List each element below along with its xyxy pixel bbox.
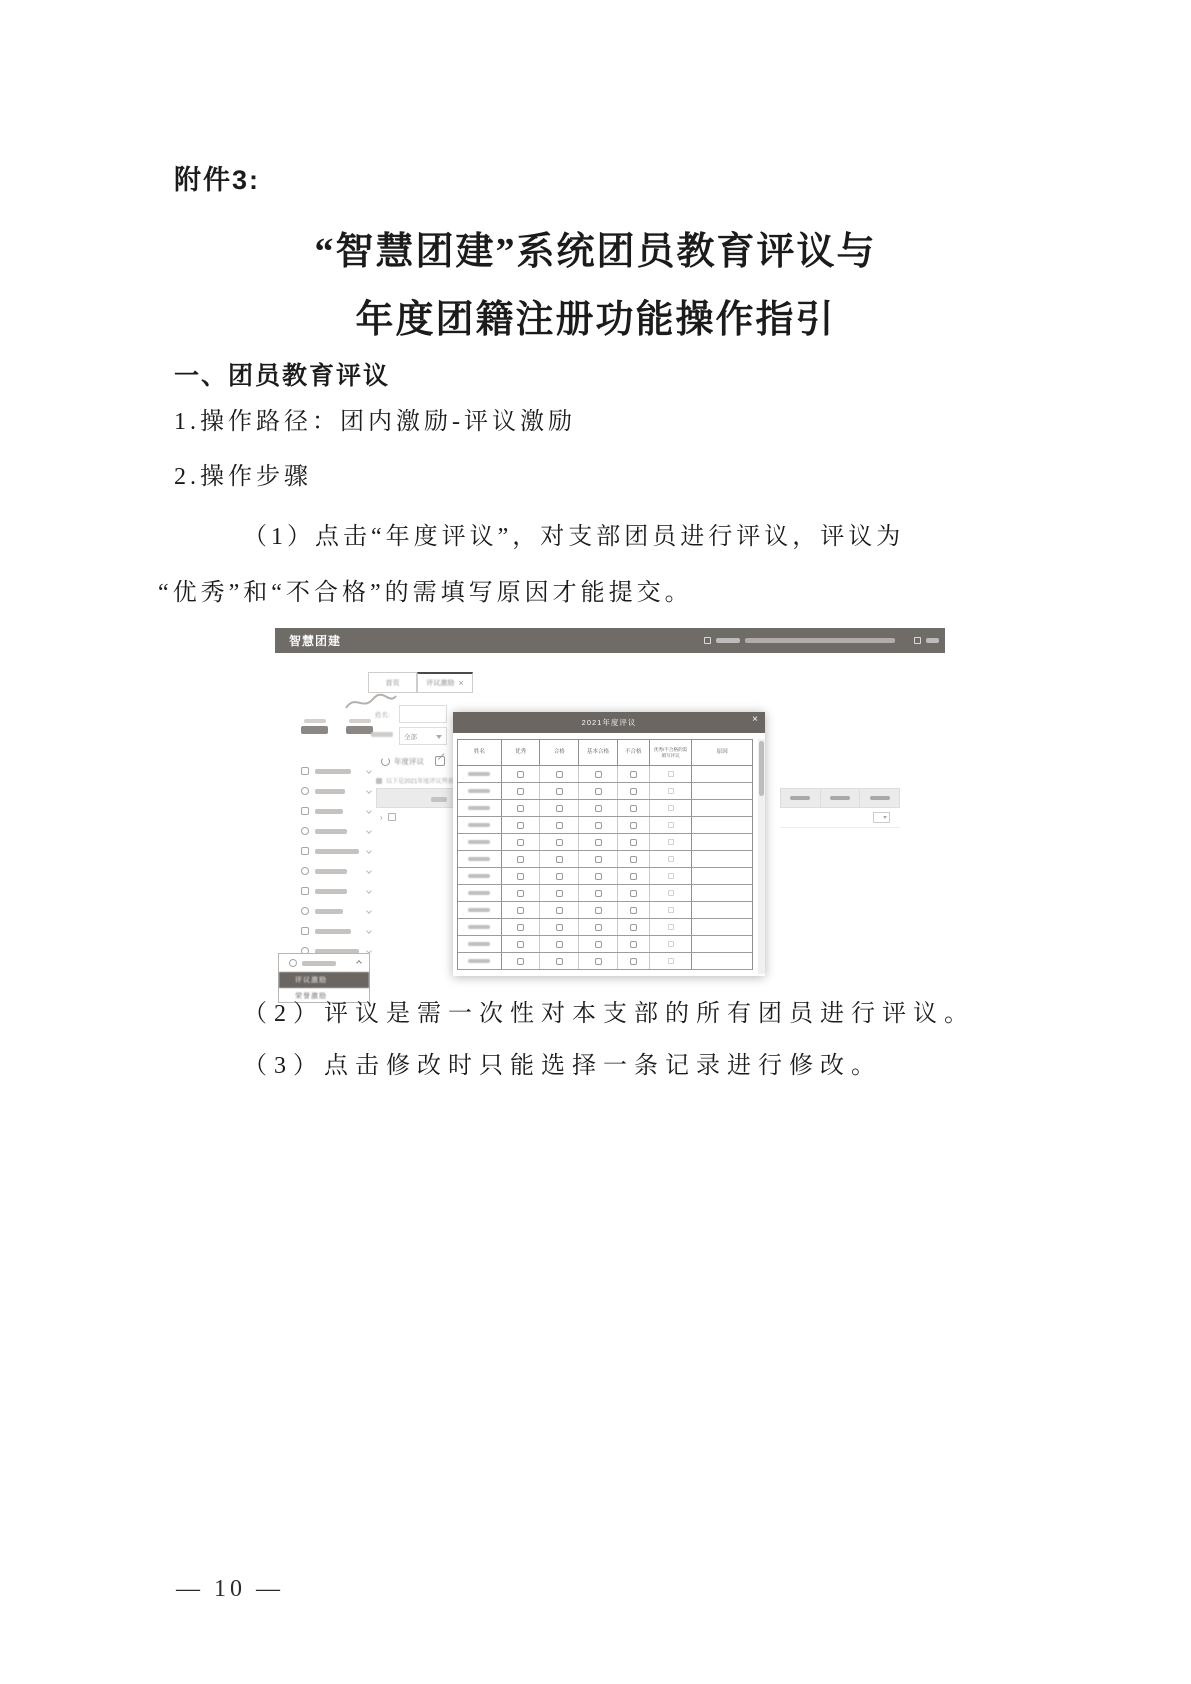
row-checkbox[interactable] (388, 813, 396, 821)
menu-item-icon (301, 827, 309, 835)
expand-arrow-icon[interactable]: › (380, 812, 383, 822)
menu-item-icon (301, 767, 309, 775)
stat-label-redacted (349, 719, 371, 723)
org-path-redacted (745, 638, 895, 643)
chevron-up-icon (356, 960, 362, 966)
stat-label-redacted (304, 719, 326, 723)
rating-radio[interactable] (556, 771, 563, 778)
review-table-header (458, 740, 752, 766)
modal-table-cell (618, 902, 650, 918)
paragraph-operation-steps: 2.操作步骤 (174, 464, 312, 490)
sidebar-stats (301, 719, 373, 734)
modal-table-cell (618, 851, 650, 867)
modal-close-icon[interactable]: × (752, 714, 759, 725)
app-topbar (275, 628, 945, 653)
chevron-down-icon (366, 868, 372, 874)
paragraph-step2: （2）评议是需一次性对本支部的所有团员进行评议。 (243, 1001, 975, 1027)
rating-radio[interactable] (595, 856, 602, 863)
modal-table-row (458, 834, 752, 851)
rating-radio[interactable] (630, 924, 637, 931)
modal-table-row (458, 902, 752, 919)
reason-checkbox (668, 805, 674, 811)
modal-table-cell (650, 936, 693, 952)
column-header-cell (781, 789, 821, 807)
paragraph-step3: （3）点击修改时只能选择一条记录进行修改。 (243, 1053, 882, 1079)
menu-item-label-redacted (315, 869, 347, 874)
rating-radio[interactable] (556, 856, 563, 863)
modal-table-cell (458, 953, 502, 969)
modal-table-cell (502, 953, 541, 969)
rating-radio[interactable] (556, 822, 563, 829)
menu-item-icon (301, 927, 309, 935)
rating-radio[interactable] (630, 805, 637, 812)
rating-radio[interactable] (556, 873, 563, 880)
tab-home[interactable] (368, 672, 417, 693)
modal-table-cell (618, 783, 650, 799)
list-hint (376, 776, 453, 785)
menu-item-icon (301, 887, 309, 895)
modal-table-cell (458, 766, 502, 782)
rating-radio[interactable] (630, 788, 637, 795)
paragraph-step1-line1: （1）点击“年度评议”，对支部团员进行评议，评议为 (243, 524, 905, 550)
rating-radio[interactable] (630, 958, 637, 965)
sidebar-menu-item[interactable] (301, 841, 375, 861)
name-filter-label: 姓名: (375, 712, 390, 719)
menu-item-label-redacted (315, 829, 347, 834)
name-filter-input[interactable] (399, 705, 447, 723)
chevron-down-icon (366, 808, 372, 814)
list-table-row-right (780, 808, 900, 828)
member-name-redacted (468, 857, 490, 861)
menu-item-label-redacted (315, 849, 359, 854)
modal-table-cell (618, 817, 650, 833)
annual-review-button[interactable] (381, 756, 424, 767)
modal-table-cell (692, 953, 752, 969)
chevron-down-icon (366, 928, 372, 934)
modal-table-cell (579, 766, 618, 782)
member-name-redacted (468, 823, 490, 827)
rating-radio[interactable] (630, 771, 637, 778)
list-table-header-left (376, 788, 456, 808)
modal-table-cell (502, 851, 541, 867)
modal-table-cell (540, 800, 579, 816)
page-number: — 10 — (176, 1576, 284, 1602)
chevron-down-icon (366, 888, 372, 894)
menu-item-icon (301, 807, 309, 815)
modal-table-cell (692, 834, 752, 850)
status-filter-label-redacted (371, 732, 393, 737)
member-name-redacted (468, 942, 490, 946)
modal-table-cell (692, 868, 752, 884)
menu-item-icon (301, 907, 309, 915)
column-label-redacted (431, 797, 447, 802)
rating-radio[interactable] (630, 890, 637, 897)
rating-radio[interactable] (517, 941, 524, 948)
modal-table-cell (502, 868, 541, 884)
menu-item-icon (301, 847, 309, 855)
rating-radio[interactable] (517, 839, 524, 846)
modal-table-cell (579, 868, 618, 884)
modal-table-cell (618, 800, 650, 816)
modal-table-cell (458, 885, 502, 901)
modal-table-cell (502, 766, 541, 782)
reason-checkbox (668, 907, 674, 913)
rating-radio[interactable] (517, 771, 524, 778)
modal-table-row (458, 953, 752, 970)
modal-table-cell (650, 953, 693, 969)
rating-radio[interactable] (556, 839, 563, 846)
annual-review-modal (453, 712, 765, 976)
menu-item-label-redacted (315, 769, 351, 774)
modal-table-cell (579, 919, 618, 935)
member-name-redacted (468, 925, 490, 929)
rating-radio[interactable] (556, 941, 563, 948)
modal-table-cell (650, 783, 693, 799)
rating-radio[interactable] (517, 907, 524, 914)
sidebar-menu (301, 761, 375, 961)
caret-down-icon (436, 735, 442, 739)
modal-table-cell (502, 936, 541, 952)
member-name-redacted (468, 806, 490, 810)
rating-radio[interactable] (595, 941, 602, 948)
modal-table-cell (502, 885, 541, 901)
paragraph-operation-path: 1.操作路径：团内激励-评议激励 (174, 409, 576, 435)
modal-table-cell (579, 783, 618, 799)
modal-table-row (458, 919, 752, 936)
modal-table-cell (692, 851, 752, 867)
menu-item-icon (301, 867, 309, 875)
modal-table-cell (692, 919, 752, 935)
list-icon (376, 778, 382, 784)
modal-table-row (458, 885, 752, 902)
reason-checkbox (668, 890, 674, 896)
member-name-redacted (468, 772, 490, 776)
sidebar-item-tuannei-jili[interactable] (279, 954, 369, 972)
modal-table-cell (650, 834, 693, 850)
modal-table-cell (540, 868, 579, 884)
modal-table-cell (650, 919, 693, 935)
chevron-down-icon (366, 828, 372, 834)
menu-item-label-redacted (302, 961, 336, 966)
rating-radio[interactable] (595, 890, 602, 897)
member-name-redacted (468, 874, 490, 878)
reason-checkbox (668, 771, 674, 777)
modal-table-cell (540, 902, 579, 918)
modal-table-cell (540, 851, 579, 867)
modal-table-cell (692, 936, 752, 952)
rating-radio[interactable] (595, 907, 602, 914)
rating-radio[interactable] (630, 873, 637, 880)
modal-column-header: 基本合格 (579, 740, 618, 765)
embedded-screenshot (275, 628, 945, 1000)
modal-table-row (458, 817, 752, 834)
modal-table-cell (502, 783, 541, 799)
rating-radio[interactable] (556, 958, 563, 965)
rating-radio[interactable] (556, 805, 563, 812)
member-name-redacted (468, 891, 490, 895)
stat-value-redacted (346, 726, 373, 734)
list-table-row (376, 808, 456, 826)
modal-table-cell (502, 902, 541, 918)
modal-table-cell (458, 817, 502, 833)
member-name-redacted (468, 959, 490, 963)
rating-radio[interactable] (595, 805, 602, 812)
modal-table-cell (650, 817, 693, 833)
sidebar-menu-item[interactable] (301, 821, 375, 841)
menu-item-icon (301, 787, 309, 795)
tab-pingyi-jili[interactable] (417, 672, 473, 693)
rating-radio[interactable] (517, 788, 524, 795)
rating-radio[interactable] (595, 839, 602, 846)
modal-table-cell (618, 885, 650, 901)
tab-home-label: 首页 (385, 679, 400, 687)
reason-checkbox (668, 958, 674, 964)
logout-text-redacted[interactable] (926, 638, 939, 643)
modal-column-header: 合格 (540, 740, 579, 765)
modal-table-cell (618, 953, 650, 969)
modal-table-cell (692, 783, 752, 799)
modal-table-cell (458, 902, 502, 918)
column-header-cell (821, 789, 861, 807)
review-table-body (458, 766, 752, 970)
sidebar-expanded-item (278, 953, 370, 1003)
member-name-redacted (468, 840, 490, 844)
doc-title-line1: “智慧团建”系统团员教育评议与 (314, 231, 877, 273)
modal-table-cell (579, 953, 618, 969)
section-heading: 一、团员教育评议 (174, 362, 391, 390)
modal-table-row (458, 851, 752, 868)
modal-table-cell (458, 834, 502, 850)
stat-block (301, 719, 328, 734)
reason-checkbox (668, 822, 674, 828)
edit-icon[interactable] (435, 756, 445, 766)
org-logo-signature (343, 691, 399, 715)
modal-table-cell (692, 885, 752, 901)
rating-radio[interactable] (517, 822, 524, 829)
scrollbar-thumb[interactable] (759, 741, 764, 796)
column-header-cell (860, 789, 899, 807)
chevron-down-icon (366, 908, 372, 914)
modal-table-cell (579, 851, 618, 867)
menu-item-label-redacted (315, 889, 347, 894)
modal-table-cell (618, 936, 650, 952)
sidebar-menu-item[interactable] (301, 861, 375, 881)
message-icon[interactable] (704, 637, 711, 644)
modal-table-cell (579, 834, 618, 850)
modal-column-header: 姓名 (458, 740, 502, 765)
menu-item-icon (289, 959, 297, 967)
modal-table-cell (579, 817, 618, 833)
modal-table-cell (540, 817, 579, 833)
status-filter-value: 全部 (404, 733, 417, 741)
modal-table-cell (618, 834, 650, 850)
status-filter-select[interactable] (399, 727, 447, 745)
modal-table-cell (502, 834, 541, 850)
rating-radio[interactable] (517, 958, 524, 965)
reason-checkbox (668, 839, 674, 845)
rating-radio[interactable] (556, 890, 563, 897)
sidebar-menu-item[interactable] (301, 801, 375, 821)
modal-table-cell (458, 936, 502, 952)
rating-radio[interactable] (517, 873, 524, 880)
modal-column-header: 不合格 (618, 740, 650, 765)
sidebar-menu-item[interactable] (301, 761, 375, 781)
list-table-header-right (780, 788, 900, 808)
topbar-text-redacted (716, 638, 740, 643)
modal-table-row (458, 936, 752, 953)
modal-titlebar (453, 712, 765, 733)
modal-table-cell (650, 885, 693, 901)
sidebar-subitem-rongyu-jili[interactable]: 荣誉激励 (295, 992, 327, 1000)
modal-table-cell (650, 851, 693, 867)
column-label-redacted (830, 796, 850, 800)
modal-table-row (458, 766, 752, 783)
modal-table-cell (618, 868, 650, 884)
app-sidebar (275, 653, 385, 1000)
attachment-label: 附件3: (174, 165, 261, 195)
rating-radio[interactable] (595, 958, 602, 965)
modal-table-cell (650, 800, 693, 816)
modal-table-cell (540, 766, 579, 782)
rating-radio[interactable] (556, 788, 563, 795)
sidebar-subitem-pingyi-jili[interactable]: 评议激励 (279, 972, 369, 988)
rating-radio[interactable] (630, 907, 637, 914)
rating-radio[interactable] (517, 805, 524, 812)
modal-scrollbar[interactable] (758, 739, 765, 974)
rating-radio[interactable] (595, 771, 602, 778)
modal-table-cell (458, 851, 502, 867)
modal-column-header: 优秀/不合格的需填写评议 (650, 740, 693, 765)
modal-table-cell (540, 919, 579, 935)
modal-table-row (458, 783, 752, 800)
modal-table-cell (618, 919, 650, 935)
modal-table-cell (650, 766, 693, 782)
rating-radio[interactable] (630, 856, 637, 863)
modal-table-cell (502, 800, 541, 816)
reason-checkbox (668, 924, 674, 930)
modal-table-cell (618, 766, 650, 782)
topbar-right-cluster (704, 628, 939, 653)
modal-table-cell (579, 902, 618, 918)
rating-radio[interactable] (630, 941, 637, 948)
modal-table-cell (540, 953, 579, 969)
reason-checkbox (668, 788, 674, 794)
chevron-down-icon (366, 768, 372, 774)
modal-table-cell (692, 766, 752, 782)
modal-table-cell (692, 902, 752, 918)
sidebar-menu-item[interactable] (301, 901, 375, 921)
chevron-down-icon (366, 788, 372, 794)
member-name-redacted (468, 789, 490, 793)
rating-radio[interactable] (595, 788, 602, 795)
modal-title: 2021年度评议 (581, 718, 637, 727)
modal-table-cell (650, 868, 693, 884)
modal-table-cell (650, 902, 693, 918)
user-icon[interactable] (914, 637, 921, 644)
menu-item-label-redacted (315, 809, 343, 814)
review-table (457, 739, 753, 970)
modal-table-cell (458, 800, 502, 816)
modal-table-cell (579, 800, 618, 816)
doc-title-line2: 年度团籍注册功能操作指引 (355, 299, 836, 341)
modal-table-cell (692, 817, 752, 833)
sidebar-menu-item[interactable] (301, 781, 375, 801)
rating-radio[interactable] (630, 822, 637, 829)
modal-table-cell (540, 834, 579, 850)
modal-table-cell (540, 936, 579, 952)
modal-table-cell (579, 936, 618, 952)
member-name-redacted (468, 908, 490, 912)
stat-block (346, 719, 373, 734)
annual-review-label: 年度评议 (394, 757, 424, 766)
chevron-down-icon (366, 848, 372, 854)
rating-radio[interactable] (517, 856, 524, 863)
modal-table-cell (540, 783, 579, 799)
modal-table-cell (502, 919, 541, 935)
column-label-redacted (870, 796, 890, 800)
modal-table-cell (540, 885, 579, 901)
tab-active-label: 评议激励 (426, 680, 455, 687)
reason-checkbox (668, 856, 674, 862)
rating-radio[interactable] (595, 924, 602, 931)
modal-table-cell (502, 817, 541, 833)
caret-down-icon (883, 816, 887, 819)
rating-radio[interactable] (556, 907, 563, 914)
stat-value-redacted (301, 726, 328, 734)
reason-checkbox (668, 941, 674, 947)
rating-radio[interactable] (556, 924, 563, 931)
modal-column-header: 优秀 (502, 740, 541, 765)
sidebar-menu-item[interactable] (301, 921, 375, 941)
menu-item-label-redacted (315, 909, 343, 914)
reason-checkbox (668, 873, 674, 879)
modal-table-row (458, 868, 752, 885)
column-label-redacted (790, 796, 810, 800)
modal-column-header: 原因 (716, 749, 728, 756)
mini-select[interactable] (873, 812, 890, 823)
rating-radio[interactable] (630, 839, 637, 846)
rating-radio[interactable] (595, 873, 602, 880)
paragraph-step1-line2: “优秀”和“不合格”的需填写原因才能提交。 (158, 580, 693, 606)
sidebar-menu-item[interactable] (301, 881, 375, 901)
modal-table-cell (692, 800, 752, 816)
app-brand: 智慧团建 (289, 634, 342, 648)
modal-table-cell (458, 919, 502, 935)
modal-table-cell (458, 868, 502, 884)
modal-table-cell (579, 885, 618, 901)
menu-item-label-redacted (315, 789, 345, 794)
rating-radio[interactable] (517, 890, 524, 897)
modal-table-cell (458, 783, 502, 799)
tab-close-icon[interactable]: × (458, 677, 464, 688)
list-hint-text: 以下是2021年度评议列表 (386, 779, 454, 785)
rating-radio[interactable] (595, 822, 602, 829)
modal-table-row (458, 800, 752, 817)
rating-radio[interactable] (517, 924, 524, 931)
refresh-icon (381, 757, 390, 766)
menu-item-label-redacted (315, 929, 351, 934)
